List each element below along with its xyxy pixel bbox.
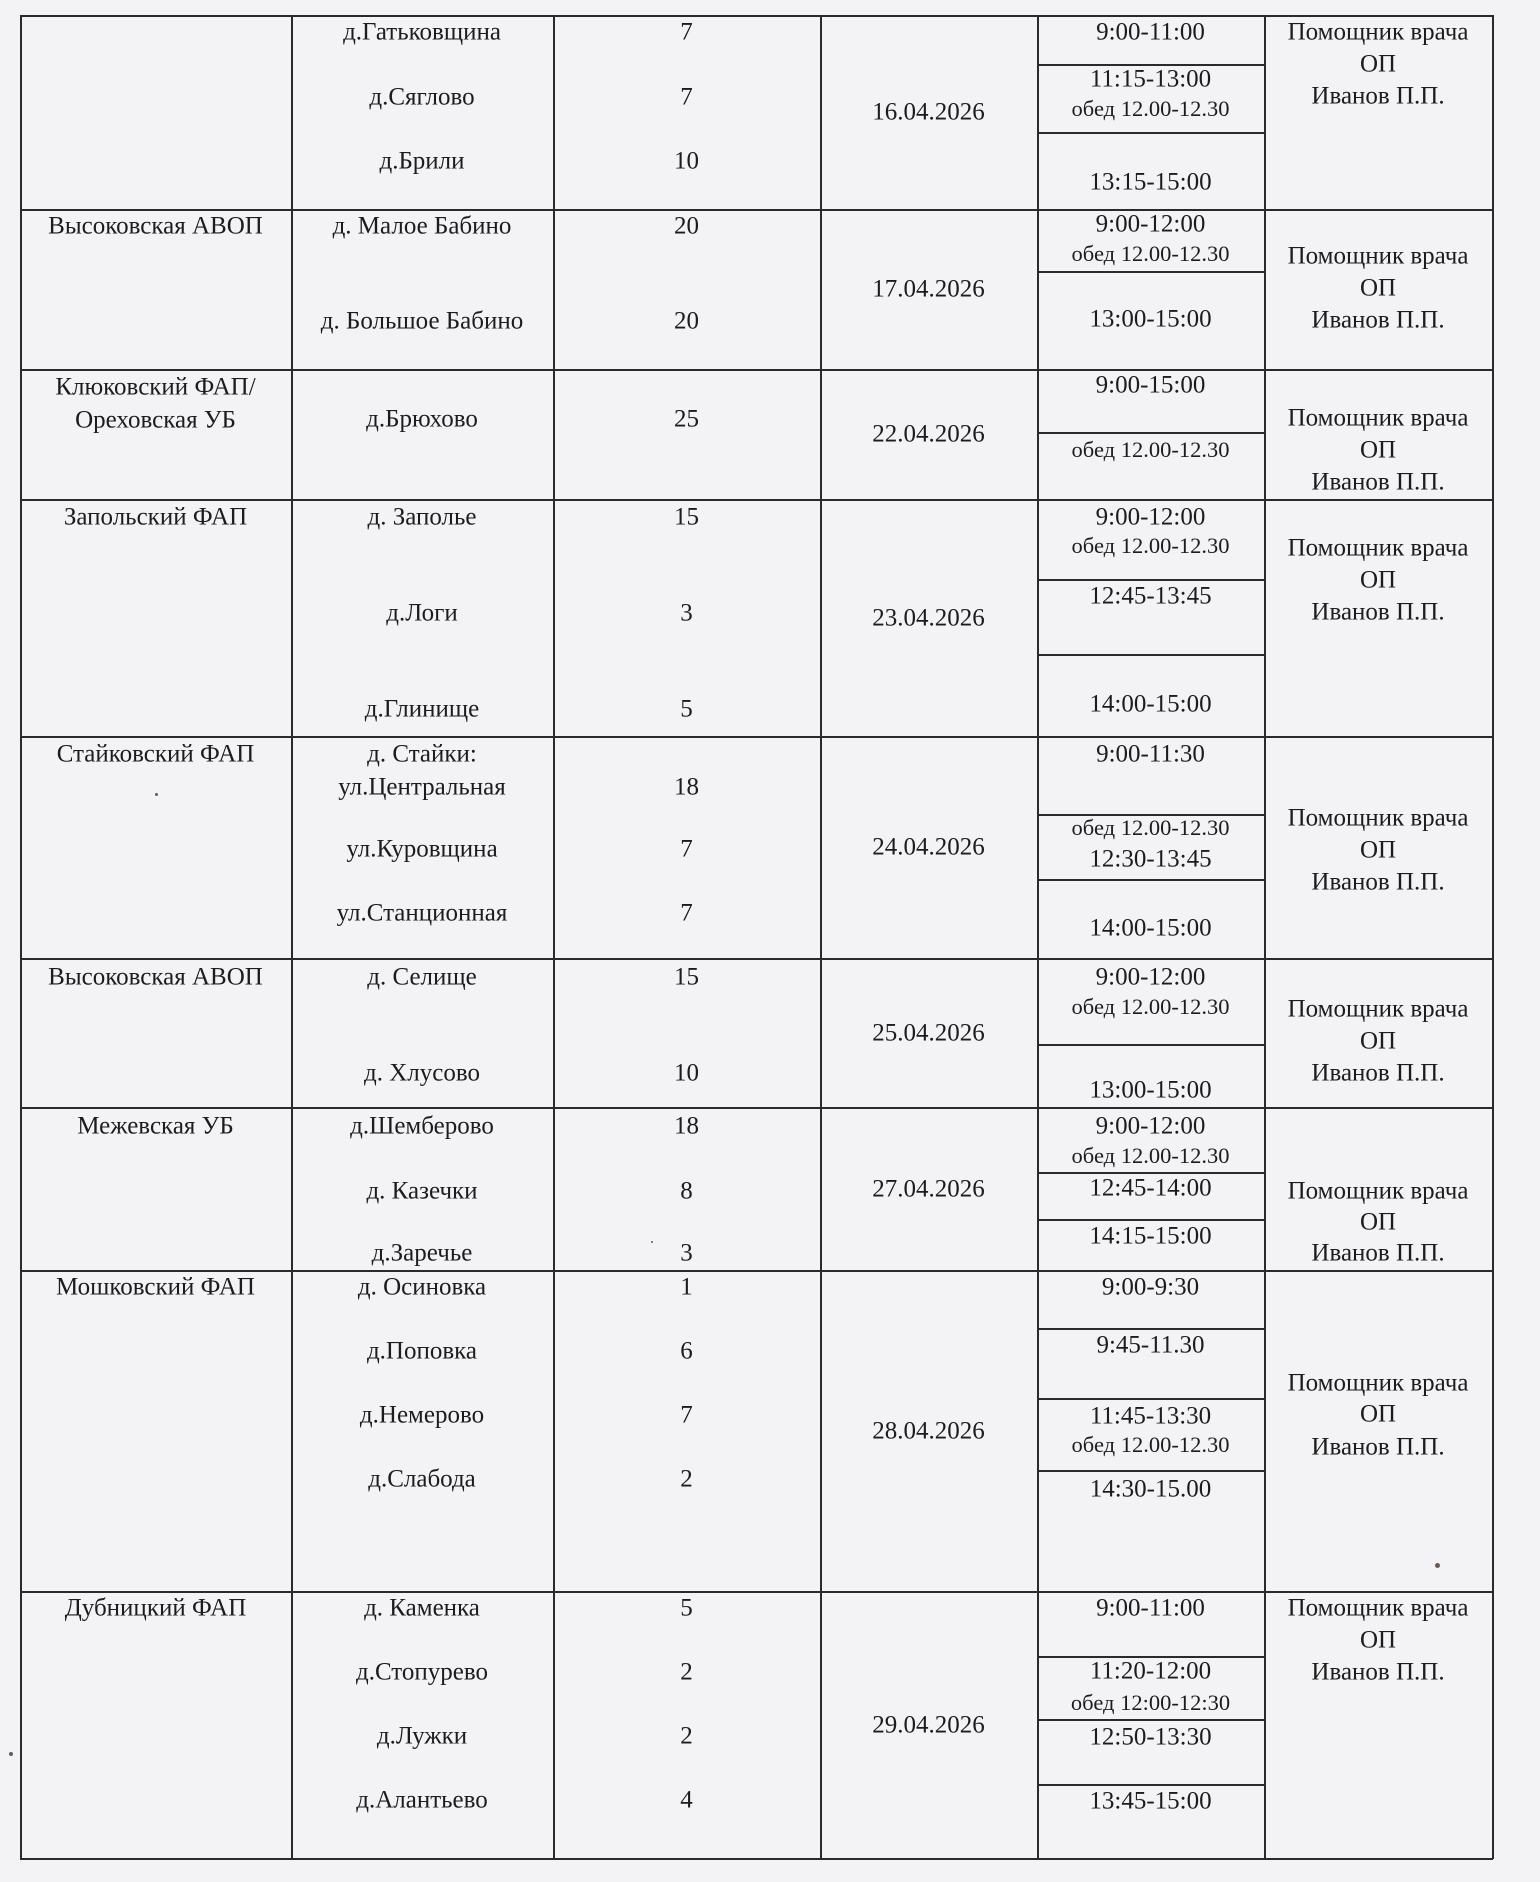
time-slot: 12:50-13:30 bbox=[1089, 1723, 1212, 1751]
staff-name: Помощник врача bbox=[1287, 242, 1469, 270]
village-name: ул.Куровщина bbox=[346, 835, 498, 863]
resident-count: 6 bbox=[680, 1337, 693, 1365]
village-name: д.Слабода bbox=[368, 1465, 476, 1493]
village-name: д. Селище bbox=[367, 963, 477, 991]
slot-divider bbox=[1037, 1470, 1264, 1472]
village-name: д. Осиновка bbox=[357, 1273, 487, 1301]
lunch-break: обед 12.00-12.30 bbox=[1071, 815, 1230, 840]
time-slot: 12:45-14:00 bbox=[1089, 1174, 1212, 1202]
row-divider bbox=[20, 1107, 1493, 1109]
village-name: д. Казечки bbox=[366, 1177, 478, 1205]
time-slot: 14:30-15.00 bbox=[1089, 1475, 1212, 1503]
slot-divider bbox=[1037, 1398, 1264, 1400]
village-name: д.Логи bbox=[386, 599, 458, 627]
village-name: д. Заполье bbox=[367, 503, 477, 531]
time-slot: 14:00-15:00 bbox=[1089, 914, 1212, 942]
staff-name: ОП bbox=[1359, 1626, 1397, 1654]
row-divider bbox=[20, 15, 1493, 17]
visit-date: 22.04.2026 bbox=[872, 420, 985, 448]
visit-date: 17.04.2026 bbox=[872, 275, 985, 303]
time-slot: 9:00-9:30 bbox=[1101, 1273, 1200, 1301]
village-name: д.Поповка bbox=[366, 1337, 478, 1365]
staff-name: Иванов П.П. bbox=[1311, 1658, 1445, 1686]
time-slot: 14:00-15:00 bbox=[1089, 690, 1212, 718]
slot-divider bbox=[1037, 654, 1264, 656]
village-name: д.Алантьево bbox=[356, 1786, 488, 1814]
staff-name: Иванов П.П. bbox=[1311, 1059, 1445, 1087]
resident-count: 7 bbox=[680, 835, 693, 863]
lunch-break: обед 12.00-12.30 bbox=[1071, 533, 1230, 558]
time-slot: 13:00-15:00 bbox=[1089, 305, 1212, 333]
resident-count: 5 bbox=[680, 1594, 693, 1622]
village-name: д. Хлусово bbox=[364, 1059, 480, 1087]
staff-name: ОП bbox=[1359, 1027, 1397, 1055]
scan-speck bbox=[651, 1241, 653, 1243]
column-divider bbox=[1037, 15, 1039, 1859]
scan-speck bbox=[9, 1752, 13, 1756]
institution-name: Высоковская АВОП bbox=[48, 963, 263, 991]
time-slot: 12:30-13:45 bbox=[1089, 845, 1212, 873]
time-slot: 12:45-13:45 bbox=[1089, 582, 1212, 610]
staff-name: Помощник врача bbox=[1287, 534, 1469, 562]
village-name: д.Сяглово bbox=[369, 83, 475, 111]
staff-name: Помощник врача bbox=[1287, 404, 1469, 432]
row-divider bbox=[20, 736, 1493, 738]
resident-count: 5 bbox=[680, 695, 693, 723]
village-name: д.Стопурево bbox=[355, 1658, 489, 1686]
resident-count: 3 bbox=[680, 599, 693, 627]
resident-count: 7 bbox=[680, 899, 693, 927]
row-divider bbox=[20, 369, 1493, 371]
column-divider bbox=[553, 15, 555, 1859]
resident-count: 25 bbox=[674, 405, 699, 433]
staff-name: Иванов П.П. bbox=[1311, 1239, 1445, 1267]
institution-name: Дубницкий ФАП bbox=[64, 1594, 247, 1622]
lunch-break: обед 12.00-12.30 bbox=[1071, 241, 1230, 266]
time-slot: 11:15-13:00 bbox=[1089, 65, 1212, 93]
institution-name: Ореховская УБ bbox=[75, 406, 236, 434]
village-name: д. Каменка bbox=[364, 1594, 480, 1622]
column-divider bbox=[820, 15, 822, 1859]
resident-count: 10 bbox=[674, 1059, 699, 1087]
institution-name: Высоковская АВОП bbox=[48, 212, 263, 240]
visit-date: 23.04.2026 bbox=[872, 604, 985, 631]
resident-count: 20 bbox=[674, 307, 699, 335]
visit-date: 28.04.2026 bbox=[872, 1417, 985, 1444]
column-divider bbox=[20, 15, 22, 1859]
resident-count: 2 bbox=[680, 1465, 693, 1493]
slot-divider bbox=[1037, 132, 1264, 134]
time-slot: 9:45-11.30 bbox=[1096, 1331, 1205, 1359]
time-slot: 9:00-12:00 bbox=[1095, 503, 1206, 531]
village-name: ул.Станционная bbox=[336, 899, 508, 927]
village-name: д.Глинище bbox=[364, 695, 480, 723]
slot-divider bbox=[1037, 271, 1264, 273]
staff-name: ОП bbox=[1359, 836, 1397, 864]
institution-name: Стайковский ФАП bbox=[56, 740, 255, 768]
time-slot: 13:15-15:00 bbox=[1089, 168, 1212, 196]
resident-count: 20 bbox=[674, 212, 699, 240]
time-slot: 9:00-11:30 bbox=[1096, 740, 1205, 768]
time-slot: 9:00-15:00 bbox=[1095, 371, 1206, 399]
village-name: д. Стайки: bbox=[367, 740, 477, 768]
staff-name: Помощник врача bbox=[1287, 804, 1469, 832]
resident-count: 7 bbox=[680, 18, 693, 46]
staff-name: ОП bbox=[1359, 1400, 1397, 1428]
resident-count: 10 bbox=[674, 147, 699, 175]
village-name: д.Немерово bbox=[359, 1401, 485, 1429]
lunch-break: обед 12:00-12:30 bbox=[1070, 1690, 1231, 1715]
institution-name: Мошковский ФАП bbox=[56, 1273, 255, 1301]
staff-name: Помощник врача bbox=[1287, 1177, 1469, 1205]
staff-name: Иванов П.П. bbox=[1311, 306, 1445, 334]
row-divider bbox=[20, 958, 1493, 960]
village-name: д.Шемберово bbox=[350, 1112, 494, 1140]
resident-count: 15 bbox=[674, 963, 699, 991]
row-divider bbox=[20, 1858, 1493, 1860]
lunch-break: обед 12.00-12.30 bbox=[1071, 96, 1230, 121]
time-slot: 9:00-12:00 bbox=[1095, 210, 1206, 238]
time-slot: 9:00-12:00 bbox=[1095, 1112, 1206, 1140]
slot-divider bbox=[1037, 1719, 1264, 1721]
slot-divider bbox=[1037, 432, 1264, 434]
column-divider bbox=[1492, 15, 1494, 1859]
staff-name: Иванов П.П. bbox=[1311, 598, 1445, 626]
village-name: д.Гатьковщина bbox=[343, 18, 501, 46]
staff-name: Помощник врача bbox=[1287, 18, 1469, 46]
staff-name: ОП bbox=[1359, 1208, 1397, 1236]
resident-count: 3 bbox=[680, 1239, 693, 1267]
resident-count: 7 bbox=[680, 83, 693, 111]
resident-count: 1 bbox=[680, 1273, 693, 1301]
time-slot: 13:00-15:00 bbox=[1089, 1076, 1212, 1104]
village-name: д.Заречье bbox=[371, 1239, 473, 1267]
staff-name: ОП bbox=[1359, 436, 1397, 464]
staff-name: Иванов П.П. bbox=[1311, 82, 1445, 110]
lunch-break: обед 12.00-12.30 bbox=[1071, 437, 1230, 462]
slot-divider bbox=[1037, 879, 1264, 881]
staff-name: Иванов П.П. bbox=[1311, 468, 1445, 496]
resident-count: 15 bbox=[674, 503, 699, 531]
time-slot: 9:00-12:00 bbox=[1095, 963, 1206, 991]
staff-name: Помощник врача bbox=[1287, 1594, 1469, 1622]
resident-count: 7 bbox=[680, 1401, 693, 1429]
resident-count: 8 bbox=[680, 1177, 693, 1205]
staff-name: ОП bbox=[1359, 566, 1397, 594]
time-slot: 9:00-11:00 bbox=[1096, 1594, 1205, 1622]
time-slot: 11:45-13:30 bbox=[1089, 1402, 1212, 1430]
village-name: д. Малое Бабино bbox=[332, 212, 512, 240]
column-divider bbox=[291, 15, 293, 1859]
staff-name: ОП bbox=[1359, 274, 1397, 302]
visit-date: 27.04.2026 bbox=[872, 1175, 985, 1202]
staff-name: Иванов П.П. bbox=[1311, 1433, 1445, 1461]
staff-name: ОП bbox=[1359, 50, 1397, 78]
visit-date: 29.04.2026 bbox=[872, 1711, 985, 1738]
scan-speck bbox=[1435, 1563, 1440, 1568]
village-name: ул.Центральная bbox=[338, 773, 506, 801]
resident-count: 4 bbox=[680, 1786, 693, 1814]
lunch-break: обед 12.00-12.30 bbox=[1071, 994, 1230, 1019]
village-name: д.Лужки bbox=[376, 1722, 468, 1750]
time-slot: 13:45-15:00 bbox=[1089, 1787, 1212, 1815]
resident-count: 18 bbox=[674, 773, 699, 801]
visit-date: 25.04.2026 bbox=[872, 1019, 985, 1046]
institution-name: Запольский ФАП bbox=[63, 503, 248, 531]
resident-count: 2 bbox=[680, 1658, 693, 1686]
visit-date: 24.04.2026 bbox=[872, 833, 985, 861]
time-slot: 11:20-12:00 bbox=[1089, 1657, 1212, 1685]
village-name: д.Брюхово bbox=[366, 405, 478, 433]
staff-name: Помощник врача bbox=[1287, 995, 1469, 1023]
time-slot: 9:00-11:00 bbox=[1096, 18, 1205, 46]
scan-speck bbox=[155, 793, 158, 796]
village-name: д.Брили bbox=[379, 147, 465, 175]
staff-name: Иванов П.П. bbox=[1311, 868, 1445, 896]
resident-count: 2 bbox=[680, 1722, 693, 1750]
institution-name: Межевская УБ bbox=[77, 1112, 234, 1140]
time-slot: 14:15-15:00 bbox=[1089, 1222, 1212, 1250]
village-name: д. Большое Бабино bbox=[320, 307, 524, 335]
resident-count: 18 bbox=[674, 1112, 699, 1140]
staff-name: Помощник врача bbox=[1287, 1369, 1469, 1397]
column-divider bbox=[1264, 15, 1266, 1859]
slot-divider bbox=[1037, 1044, 1264, 1046]
lunch-break: обед 12.00-12.30 bbox=[1071, 1432, 1230, 1457]
row-divider bbox=[20, 499, 1493, 501]
institution-name: Клюковский ФАП/ bbox=[55, 373, 256, 401]
lunch-break: обед 12.00-12.30 bbox=[1071, 1143, 1230, 1168]
visit-date: 16.04.2026 bbox=[872, 98, 985, 126]
